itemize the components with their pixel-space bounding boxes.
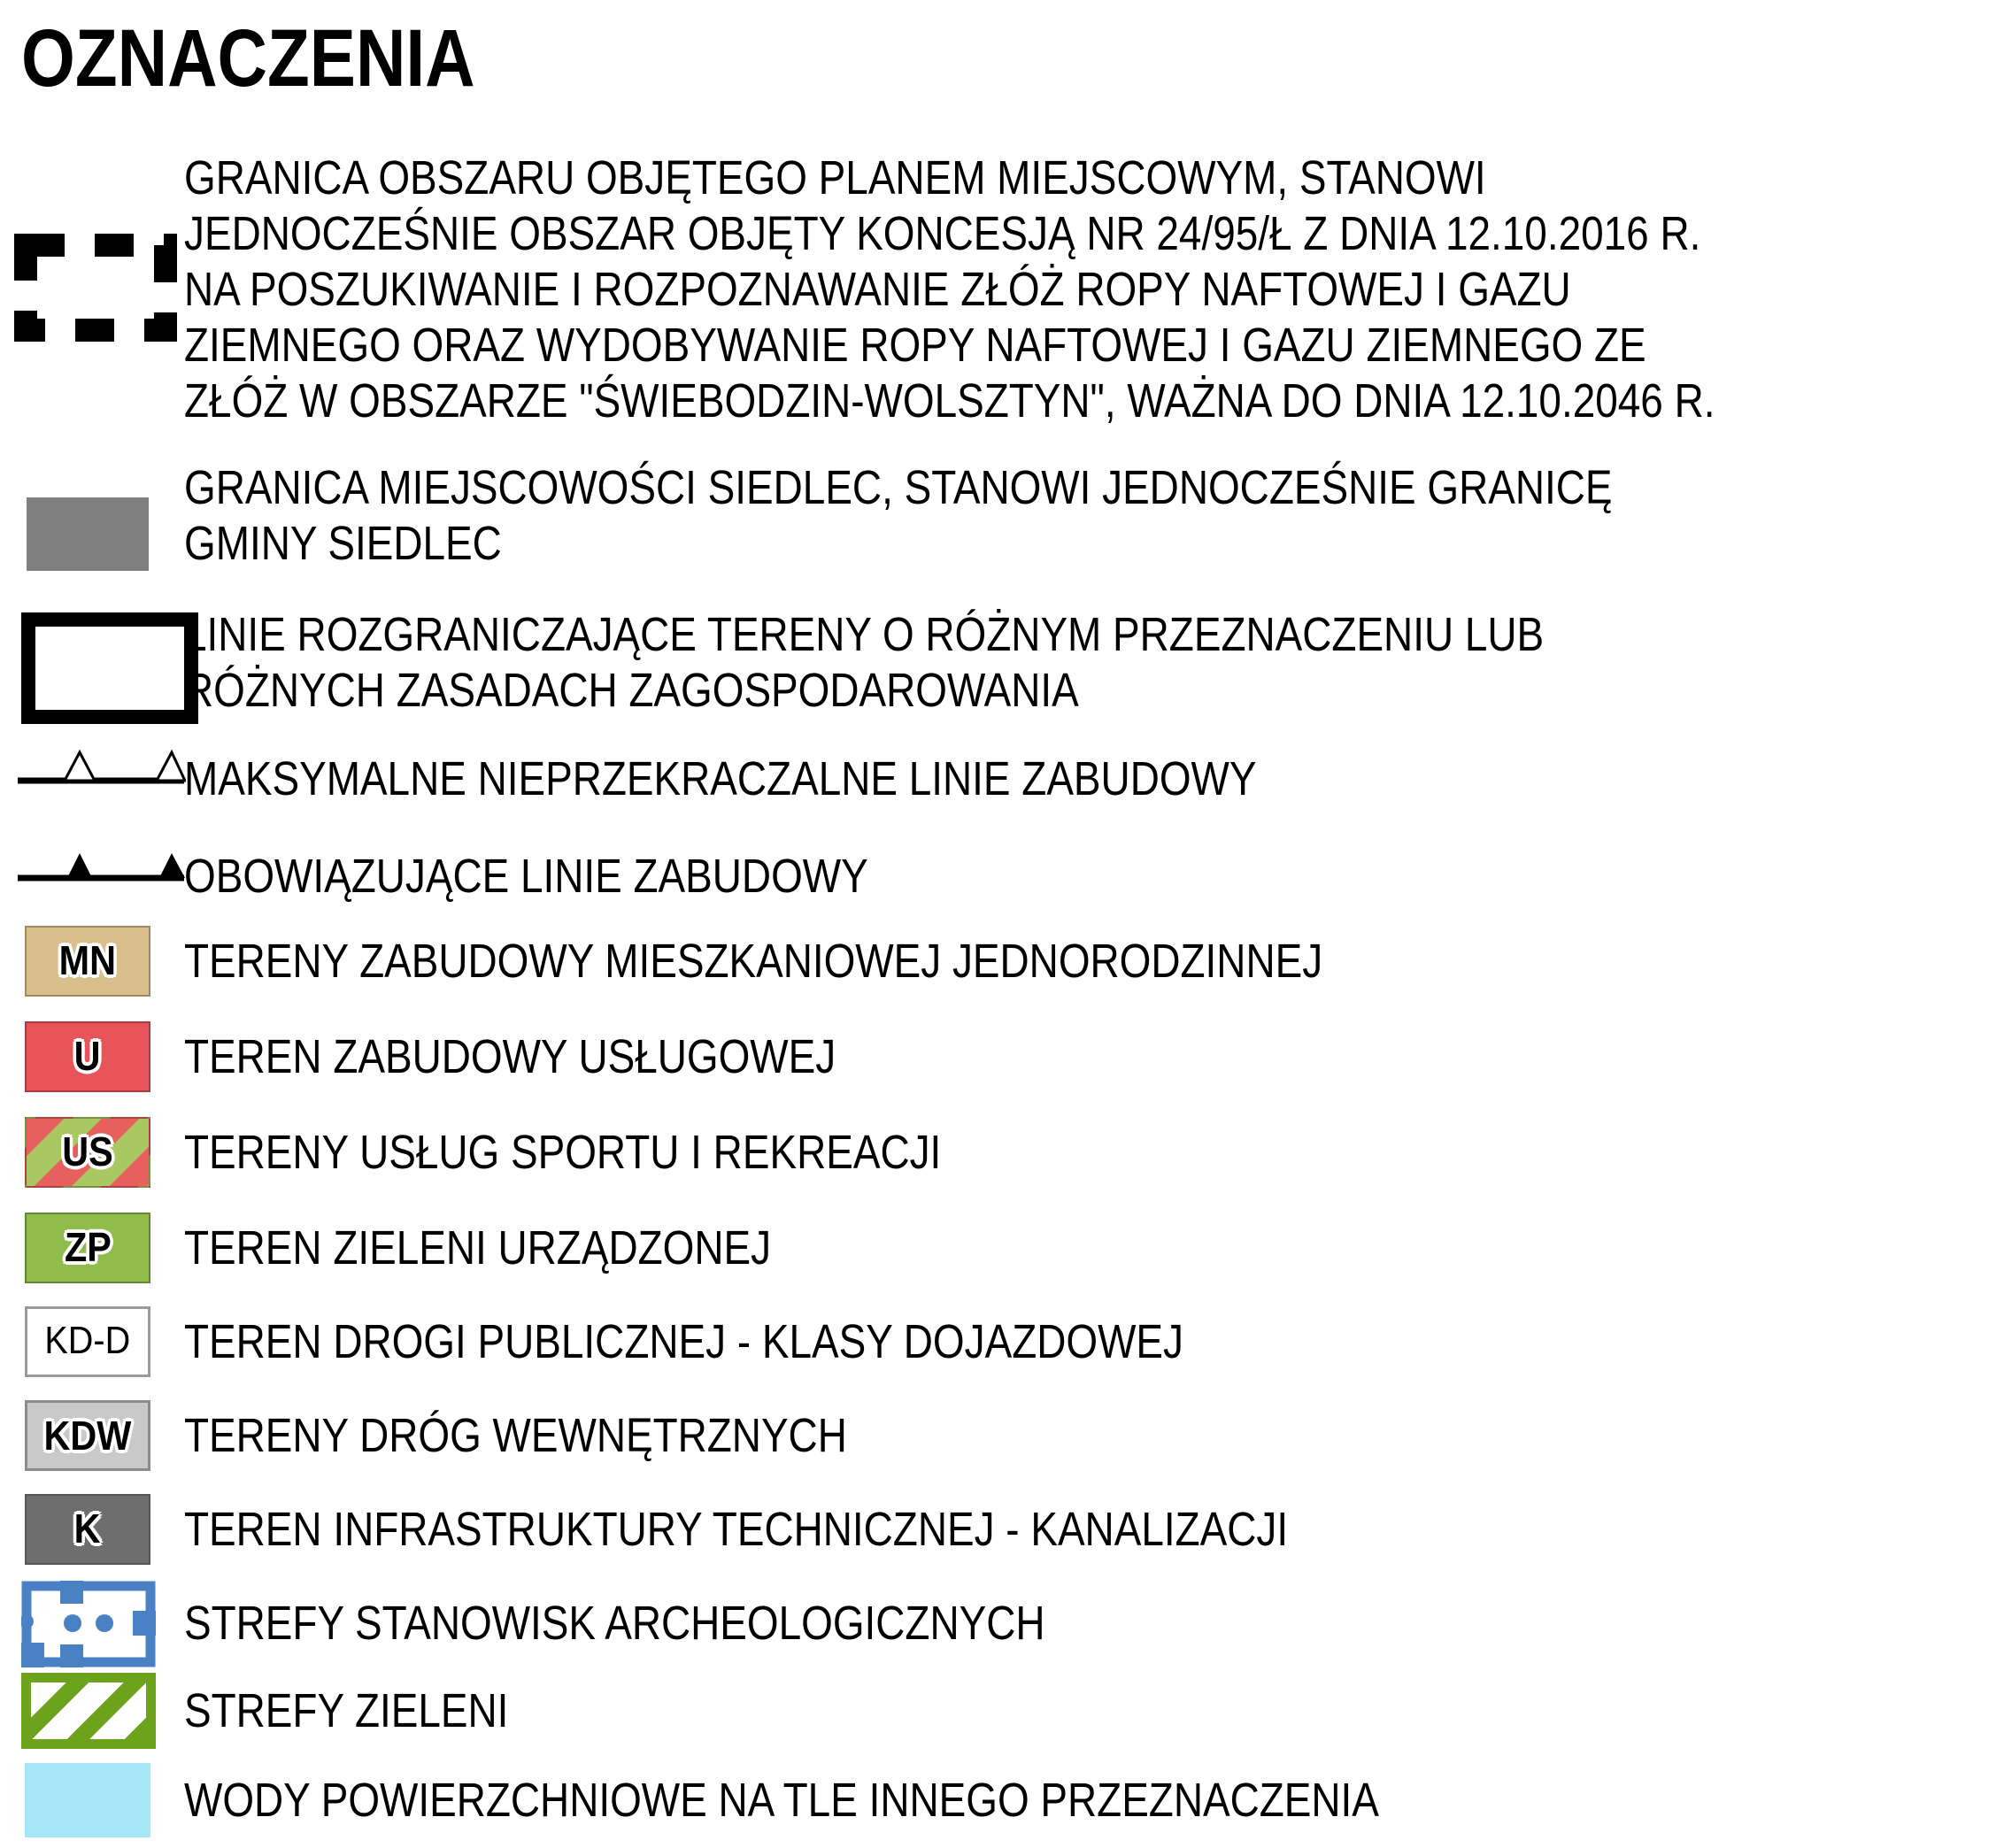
siedlec-boundary-line-2: GMINY SIEDLEC xyxy=(184,517,502,570)
zone-swatch-kdw xyxy=(25,1400,150,1471)
dividing-lines-icon xyxy=(21,612,198,724)
surface-water-label: WODY POWIERZCHNIOWE NA TLE INNEGO PRZEZNACZENIA xyxy=(184,1774,1379,1827)
surface-water-icon xyxy=(25,1763,150,1837)
plan-boundary-line-2: JEDNOCZEŚNIE OBSZAR OBJĘTY KONCESJĄ NR 24/95/Ł Z DNIA 12.10.2016 R. xyxy=(184,207,1701,260)
plan-boundary-description xyxy=(184,150,1985,429)
siedlec-boundary-icon xyxy=(27,497,149,571)
dividing-lines-line-1: LINIE ROZGRANICZAJĄCE TERENY O RÓŻNYM PRZEZNACZENIU LUB xyxy=(184,608,1545,661)
max-building-line-label: MAKSYMALNE NIEPRZEKRACZALNE LINIE ZABUDOWY xyxy=(184,752,1257,805)
plan-boundary-line-1: GRANICA OBSZARU OBJĘTEGO PLANEM MIEJSCOWYM, STANOWI xyxy=(184,151,1486,204)
zone-label-us: TERENY USŁUG SPORTU I REKREACJI xyxy=(184,1126,942,1179)
zone-label-kdd: TEREN DROGI PUBLICZNEJ - KLASY DOJAZDOWEJ xyxy=(184,1315,1183,1368)
zone-label-k: TEREN INFRASTRUKTURY TECHNICZNEJ - KANALIZACJI xyxy=(184,1503,1289,1556)
dividing-lines-description xyxy=(184,607,1784,719)
zone-swatch-us xyxy=(25,1117,150,1188)
zone-swatch-u xyxy=(25,1021,150,1092)
zone-label-zp: TEREN ZIELENI URZĄDZONEJ xyxy=(184,1221,772,1274)
zone-swatch-zp xyxy=(25,1213,150,1283)
zone-label-kdw: TERENY DRÓG WEWNĘTRZNYCH xyxy=(184,1409,847,1462)
zone-code-k: K xyxy=(74,1505,101,1552)
green-zone-hatch-icon xyxy=(21,1673,156,1749)
zone-label-mn: TERENY ZABUDOWY MIESZKANIOWEJ JEDNORODZINNEJ xyxy=(184,935,1323,988)
zone-code-u: U xyxy=(74,1033,101,1079)
green-zone-label: STREFY ZIELENI xyxy=(184,1684,509,1737)
zone-swatch-mn xyxy=(25,926,150,997)
zone-swatch-kdd xyxy=(25,1306,150,1377)
plan-boundary-line-5: ZŁÓŻ W OBSZARZE "ŚWIEBODZIN-WOLSZTYN", WAŻNA DO DNIA 12.10.2046 R. xyxy=(184,374,1715,427)
max-building-line-icon xyxy=(16,743,186,786)
mandatory-building-line-label: OBOWIĄZUJĄCE LINIE ZABUDOWY xyxy=(184,850,868,903)
mandatory-building-line-icon xyxy=(16,841,186,883)
siedlec-boundary-description xyxy=(184,460,1864,572)
archaeological-zone-label: STREFY STANOWISK ARCHEOLOGICZNYCH xyxy=(184,1597,1045,1650)
siedlec-boundary-line-1: GRANICA MIEJSCOWOŚCI SIEDLEC, STANOWI JEDNOCZEŚNIE GRANICĘ xyxy=(184,461,1613,514)
dividing-lines-line-2: RÓŻNYCH ZASADACH ZAGOSPODAROWANIA xyxy=(184,664,1079,717)
zone-code-kdw: KDW xyxy=(43,1413,132,1459)
zone-code-mn: MN xyxy=(58,937,117,983)
plan-boundary-dashed-icon xyxy=(12,232,179,343)
zone-code-zp: ZP xyxy=(64,1224,112,1270)
plan-boundary-line-4: ZIEMNEGO ORAZ WYDOBYWANIE ROPY NAFTOWEJ I GAZU ZIEMNEGO ZE xyxy=(184,319,1646,372)
zone-code-kdd: KD-D xyxy=(44,1319,131,1362)
zone-code-us: US xyxy=(62,1128,113,1174)
zone-label-u: TEREN ZABUDOWY USŁUGOWEJ xyxy=(184,1030,836,1083)
zone-swatch-k xyxy=(25,1494,150,1565)
plan-boundary-line-3: NA POSZUKIWANIE I ROZPOZNAWANIE ZŁÓŻ ROPY NAFTOWEJ I GAZU xyxy=(184,263,1571,316)
legend-title: OZNACZENIA xyxy=(21,13,475,104)
archaeological-zone-icon xyxy=(21,1581,156,1667)
